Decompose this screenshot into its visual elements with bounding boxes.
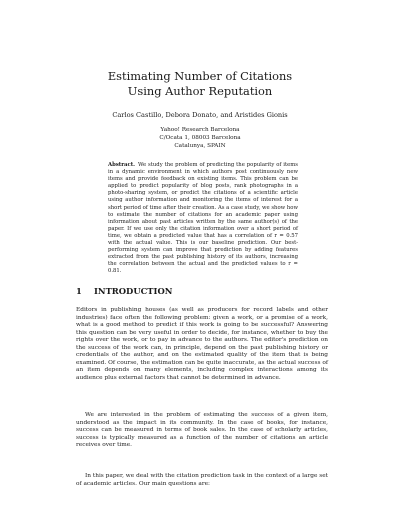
section-title: INTRODUCTION xyxy=(94,286,173,296)
body-paragraph xyxy=(76,412,328,450)
affiliation-line-2: C/Ocata 1, 08003 Barcelona xyxy=(159,135,241,142)
paragraph-1: Editors in publishing houses (as well as producers for record labels and other industries) face often the following problem: given a work, or a promise of a work, what is a good method to predict if this work is going to be successful? Answering this question can be very useful in order to decide, for instance, whether to buy the rights over the work, or to pay in advance to the authors. The editor's prediction on the success of the work can, in principle, depend on the past publishing history or credentials of the author, and on the estimated quality of the item that is being examined. Of course, the estimation can be quite inaccurate, as the actual success of an item depends on many elements, including complex interactions among its audience plus external factors that cannot be determined in advance. xyxy=(76,307,328,381)
title-line-1: Estimating Number of Citations xyxy=(107,69,293,83)
body-paragraph xyxy=(76,307,328,382)
abstract-text: We study the problem of predicting the popularity of items in a dynamic environment in which authors post continuously new items and provide feedback on existing items. This problem can be applied to predict popularity of blog posts, rank photographs in a photo-sharing system, or predict the citations of a scientific article using author information and monitoring the items of interest for a short period of time after their creation. As a case study, we show how to estimate the number of citations for an academic paper using information about past articles written by the same author(s) of the paper. If we use only the citation information over a short period of time, we obtain a predicted value that has a correlation of r = 0.57 with the actual value. This is our baseline prediction. Our best-performing system can improve that prediction by adding features extracted from the past publishing history of its authors, increasing the correlation between the actual and the predicted values to r = 0.81. xyxy=(108,162,298,275)
section-number: 1 xyxy=(76,286,82,296)
title-line-2: Using Author Reputation xyxy=(127,84,273,98)
affiliation-line-1: Yahoo! Research Barcelona xyxy=(160,127,240,133)
abstract-label: Abstract. xyxy=(108,162,135,168)
paragraph-3: In this paper, we deal with the citation prediction task in the context of a large set of academic articles. Our main questions are: xyxy=(76,473,328,487)
paper-title xyxy=(0,69,400,99)
author-list: Carlos Castillo, Debora Donato, and Aristides Gionis xyxy=(112,111,288,119)
section-heading xyxy=(76,286,172,296)
affiliation-line-3: Catalunya, SPAIN xyxy=(174,143,226,150)
affiliation xyxy=(0,126,400,151)
body-paragraph xyxy=(76,473,328,488)
paragraph-2: We are interested in the problem of estimating the success of a given item, understood as the impact in its community. In the case of books, for instance, success can be measured in terms of book sales. In the case of scholarly articles, success is typically measured as a function of the number of citations an article receives over time. xyxy=(76,412,328,449)
abstract xyxy=(108,162,298,276)
